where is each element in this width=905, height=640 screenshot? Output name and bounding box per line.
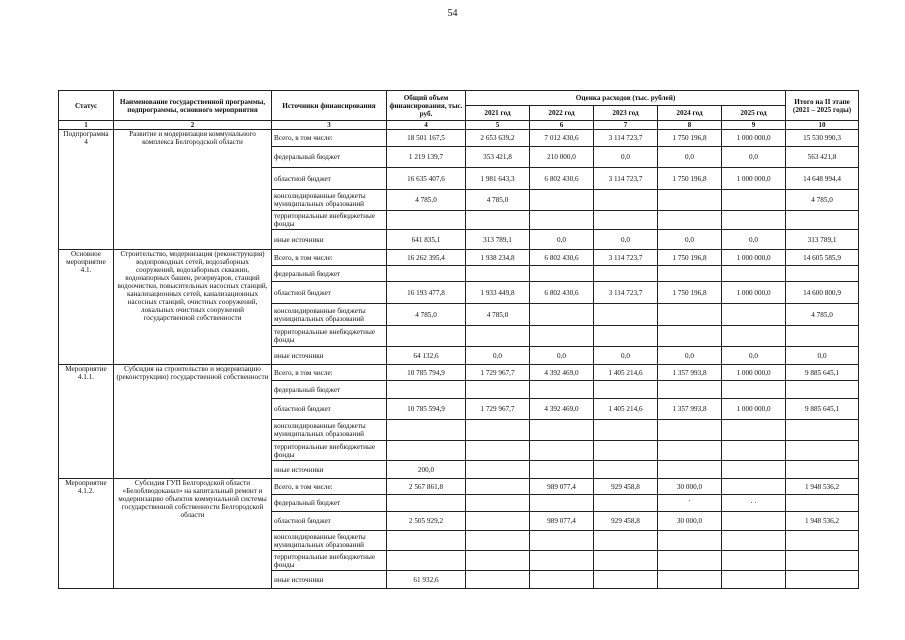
value-cell xyxy=(658,304,722,326)
value-cell xyxy=(594,304,658,326)
source-label-cell: иные источники xyxy=(272,230,387,250)
value-cell xyxy=(387,266,466,282)
column-index: 1 xyxy=(59,121,114,130)
value-cell xyxy=(530,381,594,399)
value-cell xyxy=(658,266,722,282)
value-cell: 1 000 000,0 xyxy=(722,282,786,304)
header-estimate: Оценка расходов (тыс. рублей) xyxy=(466,91,786,106)
value-cell xyxy=(466,512,530,531)
value-cell xyxy=(658,531,722,551)
value-cell: 1 000 000,0 xyxy=(722,399,786,420)
source-label-cell: федеральный бюджет xyxy=(272,495,387,512)
value-cell: 1 933 449,8 xyxy=(466,282,530,304)
source-label-cell: территориальные внебюджетные фонды xyxy=(272,551,387,571)
value-cell xyxy=(658,441,722,461)
value-cell: 2 505 929,2 xyxy=(387,512,466,531)
value-cell: 1 000 000,0 xyxy=(722,130,786,147)
value-cell: 4 785,0 xyxy=(786,304,859,326)
table-row xyxy=(59,365,859,381)
header-year: 2021 год xyxy=(466,106,530,121)
value-cell: 6 802 430,6 xyxy=(530,168,594,190)
value-cell: 1 405 214,6 xyxy=(594,365,658,381)
source-label-cell: иные источники xyxy=(272,571,387,589)
source-label-cell: федеральный бюджет xyxy=(272,147,387,168)
source-label-cell: федеральный бюджет xyxy=(272,381,387,399)
value-cell: 1 981 643,3 xyxy=(466,168,530,190)
header-year: 2023 год xyxy=(594,106,658,121)
value-cell: 16 262 395,4 xyxy=(387,250,466,266)
value-cell xyxy=(658,571,722,589)
value-cell xyxy=(387,211,466,230)
value-cell: 1 729 967,7 xyxy=(466,399,530,420)
value-cell: 14 605 585,9 xyxy=(786,250,859,266)
page-number: 54 xyxy=(447,8,458,19)
value-cell: 4 785,0 xyxy=(466,304,530,326)
value-cell: 1 948 536,2 xyxy=(786,479,859,495)
value-cell xyxy=(530,461,594,479)
table-row xyxy=(59,130,859,147)
value-cell: 1 750 196,8 xyxy=(658,250,722,266)
value-cell: 6 802 430,6 xyxy=(530,250,594,266)
value-cell: 4 392 469,0 xyxy=(530,399,594,420)
value-cell xyxy=(594,381,658,399)
value-cell: 0,0 xyxy=(466,347,530,365)
header-status: Статус xyxy=(59,91,114,121)
value-cell xyxy=(594,441,658,461)
value-cell xyxy=(466,381,530,399)
source-label-cell: федеральный бюджет xyxy=(272,266,387,282)
value-cell: 4 785,0 xyxy=(387,190,466,211)
value-cell xyxy=(466,326,530,347)
source-label-cell: консолидированные бюджеты муниципальных образований xyxy=(272,531,387,551)
column-index: 5 xyxy=(466,121,530,130)
source-label-cell: консолидированные бюджеты муниципальных образований xyxy=(272,304,387,326)
value-cell: 929 458,8 xyxy=(594,479,658,495)
source-label-cell: Всего, в том числе: xyxy=(272,365,387,381)
source-label-cell: консолидированные бюджеты муниципальных образований xyxy=(272,420,387,441)
value-cell xyxy=(530,571,594,589)
value-cell xyxy=(466,441,530,461)
value-cell xyxy=(658,551,722,571)
value-cell xyxy=(387,420,466,441)
value-cell xyxy=(530,495,594,512)
value-cell xyxy=(594,326,658,347)
value-cell xyxy=(722,266,786,282)
value-cell: 15 530 990,3 xyxy=(786,130,859,147)
value-cell: ` xyxy=(658,495,722,512)
value-cell xyxy=(786,266,859,282)
value-cell: 1 750 196,8 xyxy=(658,282,722,304)
value-cell: 1 000 000,0 xyxy=(722,250,786,266)
value-cell: 14 648 994,4 xyxy=(786,168,859,190)
value-cell xyxy=(466,495,530,512)
value-cell: 30 000,0 xyxy=(658,512,722,531)
source-label-cell: областной бюджет xyxy=(272,512,387,531)
value-cell xyxy=(594,420,658,441)
value-cell xyxy=(530,441,594,461)
value-cell: 353 421,8 xyxy=(466,147,530,168)
value-cell xyxy=(722,211,786,230)
value-cell: 563 421,8 xyxy=(786,147,859,168)
value-cell xyxy=(658,420,722,441)
column-index: 4 xyxy=(387,121,466,130)
value-cell xyxy=(594,531,658,551)
value-cell: 1 729 967,7 xyxy=(466,365,530,381)
value-cell xyxy=(786,531,859,551)
value-cell: 6 802 430,6 xyxy=(530,282,594,304)
header-total: Общий объем финансирования, тыс. руб. xyxy=(387,91,466,121)
value-cell: 9 885 645,1 xyxy=(786,399,859,420)
value-cell: 4 785,0 xyxy=(466,190,530,211)
column-index: 10 xyxy=(786,121,859,130)
column-index: 6 xyxy=(530,121,594,130)
program-name-cell: Субсидия ГУП Белгородской области «Белоблводоканал» на капитальный ремонт и модернизацию объектов коммунальной системы государственной собственности Белгородской области xyxy=(114,479,272,589)
value-cell: 0,0 xyxy=(786,347,859,365)
source-label-cell: территориальные внебюджетные фонды xyxy=(272,326,387,347)
value-cell: 313 789,1 xyxy=(466,230,530,250)
value-cell xyxy=(530,531,594,551)
value-cell xyxy=(594,461,658,479)
value-cell xyxy=(530,211,594,230)
value-cell xyxy=(387,551,466,571)
value-cell: 0,0 xyxy=(594,147,658,168)
value-cell: 14 600 800,9 xyxy=(786,282,859,304)
column-index: 2 xyxy=(114,121,272,130)
value-cell: 929 458,8 xyxy=(594,512,658,531)
source-label-cell: Всего, в том числе: xyxy=(272,130,387,147)
value-cell xyxy=(658,381,722,399)
value-cell xyxy=(466,479,530,495)
source-label-cell: Всего, в том числе: xyxy=(272,250,387,266)
financing-table xyxy=(58,90,859,589)
value-cell xyxy=(722,441,786,461)
header-sources: Источники финансирования xyxy=(272,91,387,121)
value-cell: 1 750 196,8 xyxy=(658,130,722,147)
value-cell xyxy=(722,420,786,441)
status-cell: Подпрограмма 4 xyxy=(59,130,114,250)
value-cell xyxy=(387,495,466,512)
value-cell: 10 785 594,9 xyxy=(387,399,466,420)
value-cell xyxy=(594,190,658,211)
value-cell xyxy=(530,420,594,441)
value-cell xyxy=(786,441,859,461)
value-cell xyxy=(786,211,859,230)
value-cell: 2 653 639,2 xyxy=(466,130,530,147)
value-cell xyxy=(786,461,859,479)
value-cell: 210 000,0 xyxy=(530,147,594,168)
value-cell xyxy=(594,551,658,571)
value-cell: 3 114 723,7 xyxy=(594,130,658,147)
value-cell: 61 932,6 xyxy=(387,571,466,589)
column-index: 7 xyxy=(594,121,658,130)
value-cell: 64 132,6 xyxy=(387,347,466,365)
value-cell xyxy=(387,441,466,461)
program-name-cell: Развитие и модернизация коммунального комплекса Белгородской области xyxy=(114,130,272,250)
value-cell xyxy=(594,211,658,230)
header-year: 2025 год xyxy=(722,106,786,121)
source-label-cell: Всего, в том числе: xyxy=(272,479,387,495)
value-cell xyxy=(466,211,530,230)
table-row xyxy=(59,479,859,495)
value-cell: 3 114 723,7 xyxy=(594,282,658,304)
value-cell: 0,0 xyxy=(722,230,786,250)
source-label-cell: областной бюджет xyxy=(272,168,387,190)
value-cell xyxy=(722,531,786,551)
value-cell xyxy=(722,326,786,347)
value-cell xyxy=(722,551,786,571)
value-cell: 30 000,0 xyxy=(658,479,722,495)
value-cell xyxy=(786,571,859,589)
header-year: 2022 год xyxy=(530,106,594,121)
value-cell: 0,0 xyxy=(658,147,722,168)
value-cell: 0,0 xyxy=(722,347,786,365)
value-cell: 0,0 xyxy=(594,230,658,250)
program-name-cell: Строительство, модернизация (реконструкция) водопроводных сетей, водозаборных сооружений, водозаборных скважин, водонапорных башен, резервуаров, станций водоочистки, повысительных насосных станций, канализационных сетей, канализационных насосных станций, очистных сооружений, локальных очистных сооружений государственной собственности xyxy=(114,250,272,365)
value-cell xyxy=(658,326,722,347)
value-cell: 200,0 xyxy=(387,461,466,479)
value-cell xyxy=(658,461,722,479)
value-cell xyxy=(466,531,530,551)
value-cell: 16 193 477,8 xyxy=(387,282,466,304)
value-cell: 1 000 000,0 xyxy=(722,168,786,190)
source-label-cell: областной бюджет xyxy=(272,399,387,420)
value-cell xyxy=(594,266,658,282)
value-cell: 1 357 993,8 xyxy=(658,399,722,420)
value-cell xyxy=(530,326,594,347)
value-cell: 4 785,0 xyxy=(786,190,859,211)
value-cell: 641 835,1 xyxy=(387,230,466,250)
source-label-cell: иные источники xyxy=(272,461,387,479)
column-index: 3 xyxy=(272,121,387,130)
value-cell xyxy=(387,531,466,551)
table-row xyxy=(59,250,859,266)
value-cell xyxy=(594,495,658,512)
header-stage-total: Итого на II этапе (2021 – 2025 годы) xyxy=(786,91,859,121)
value-cell: 18 501 167,5 xyxy=(387,130,466,147)
value-cell: 4 392 469,0 xyxy=(530,365,594,381)
value-cell: 0,0 xyxy=(722,147,786,168)
column-index: 8 xyxy=(658,121,722,130)
column-index: 9 xyxy=(722,121,786,130)
value-cell: 1 405 214,6 xyxy=(594,399,658,420)
value-cell: 3 114 723,7 xyxy=(594,250,658,266)
source-label-cell: областной бюджет xyxy=(272,282,387,304)
value-cell xyxy=(722,461,786,479)
value-cell xyxy=(658,190,722,211)
value-cell xyxy=(387,381,466,399)
value-cell: 4 785,0 xyxy=(387,304,466,326)
value-cell: 1 750 196,8 xyxy=(658,168,722,190)
status-cell: Основное мероприятие 4.1. xyxy=(59,250,114,365)
value-cell: 1 000 000,0 xyxy=(722,365,786,381)
value-cell: 3 114 723,7 xyxy=(594,168,658,190)
value-cell: 1 357 993,8 xyxy=(658,365,722,381)
value-cell xyxy=(466,461,530,479)
value-cell xyxy=(722,571,786,589)
source-label-cell: иные источники xyxy=(272,347,387,365)
value-cell: 0,0 xyxy=(530,230,594,250)
value-cell: 989 077,4 xyxy=(530,479,594,495)
value-cell xyxy=(594,571,658,589)
value-cell: 313 789,1 xyxy=(786,230,859,250)
value-cell: 7 012 430,6 xyxy=(530,130,594,147)
value-cell xyxy=(530,266,594,282)
value-cell: 9 885 645,1 xyxy=(786,365,859,381)
value-cell: 1 938 234,8 xyxy=(466,250,530,266)
header-name: Наименование государственной программы, подпрограммы, основного мероприятия xyxy=(114,91,272,121)
source-label-cell: территориальные внебюджетные фонды xyxy=(272,211,387,230)
value-cell: 989 077,4 xyxy=(530,512,594,531)
value-cell xyxy=(722,512,786,531)
value-cell xyxy=(530,304,594,326)
value-cell: 2 567 861,8 xyxy=(387,479,466,495)
value-cell xyxy=(786,495,859,512)
source-label-cell: консолидированные бюджеты муниципальных образований xyxy=(272,190,387,211)
status-cell: Мероприятие 4.1.1. xyxy=(59,365,114,479)
value-cell xyxy=(658,211,722,230)
value-cell: 0,0 xyxy=(594,347,658,365)
value-cell xyxy=(387,326,466,347)
value-cell xyxy=(786,551,859,571)
value-cell: 10 785 794,9 xyxy=(387,365,466,381)
value-cell xyxy=(466,551,530,571)
header-year: 2024 год xyxy=(658,106,722,121)
program-name-cell: Субсидия на строительство и модернизацию (реконструкцию) государственной собственности xyxy=(114,365,272,479)
value-cell xyxy=(530,551,594,571)
value-cell xyxy=(722,479,786,495)
value-cell xyxy=(466,420,530,441)
value-cell xyxy=(786,326,859,347)
value-cell xyxy=(722,304,786,326)
value-cell xyxy=(786,420,859,441)
value-cell xyxy=(722,381,786,399)
status-cell: Мероприятие 4.1.2. xyxy=(59,479,114,589)
value-cell xyxy=(786,381,859,399)
source-label-cell: территориальные внебюджетные фонды xyxy=(272,441,387,461)
value-cell: 1 948 536,2 xyxy=(786,512,859,531)
value-cell: 1 219 139,7 xyxy=(387,147,466,168)
value-cell: 0,0 xyxy=(530,347,594,365)
value-cell xyxy=(466,266,530,282)
value-cell: · · xyxy=(722,495,786,512)
value-cell xyxy=(722,190,786,211)
value-cell: 16 635 407,6 xyxy=(387,168,466,190)
value-cell xyxy=(466,571,530,589)
value-cell: 0,0 xyxy=(658,230,722,250)
value-cell: 0,0 xyxy=(658,347,722,365)
value-cell xyxy=(530,190,594,211)
